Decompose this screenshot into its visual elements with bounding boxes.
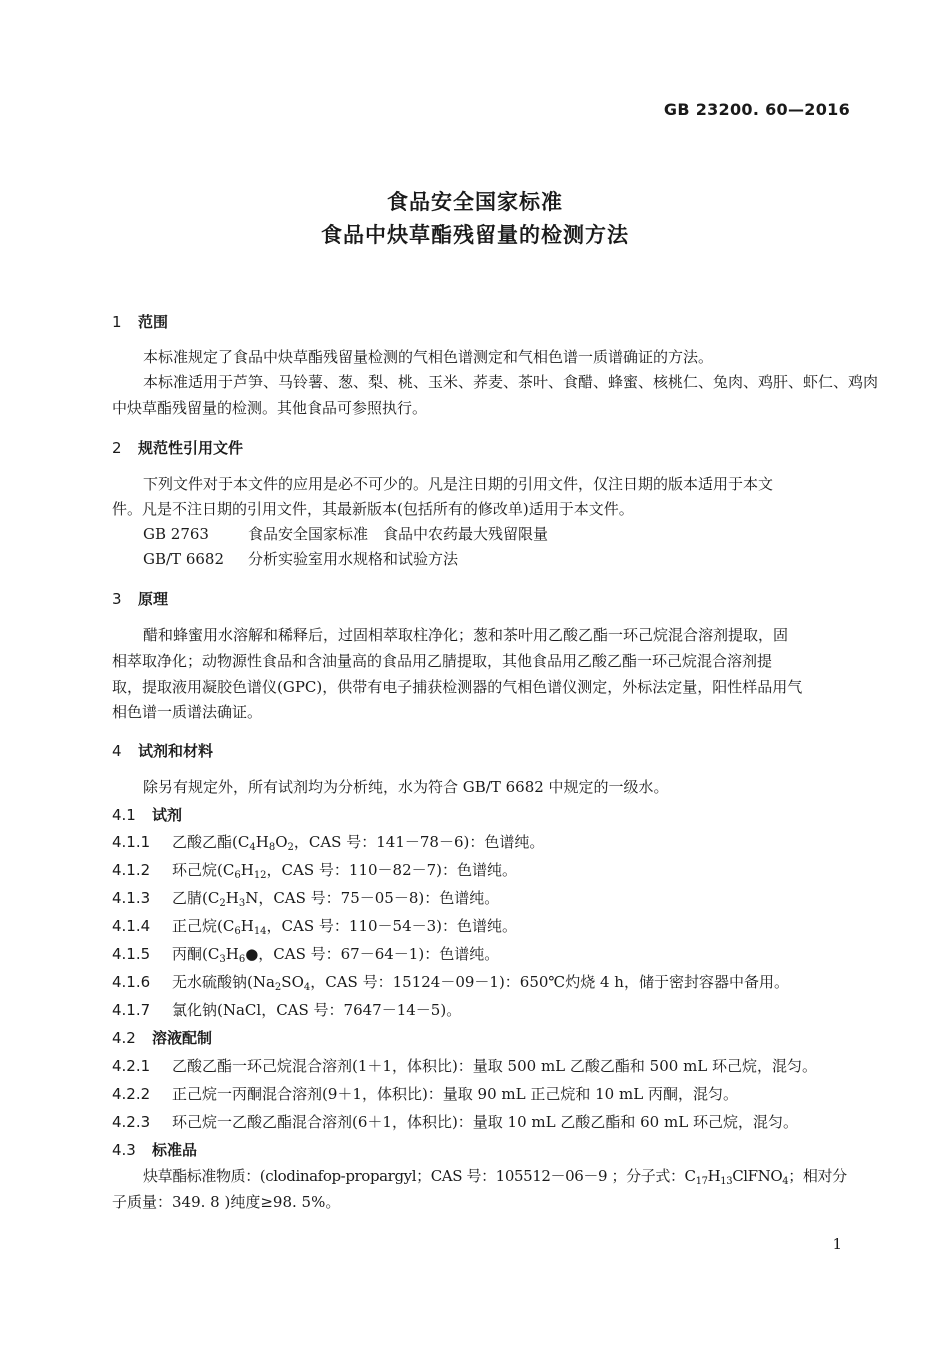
list-item: 4.1.4 正己烷($C_6H_{14}$，CAS 号：110－54－3)：色谱纯。 bbox=[112, 917, 518, 937]
list-item: 4.1.3 乙腈($C_2H_3N$，CAS 号：75－05－8)：色谱纯。 bbox=[112, 889, 500, 909]
paragraph: 炔草酯标准物质：(clodinafop-propargyl；CAS 号：105512－06－9 ；分子式：$C_{17}H_{13}ClFNO_4$；相对分 bbox=[143, 1167, 847, 1187]
page-number: 1 bbox=[832, 1235, 842, 1253]
paragraph: 相色谱一质谱法确证。 bbox=[112, 703, 263, 721]
list-item: 4.1.1 乙酸乙酯($C_4H_8O_2$，CAS 号：141－78－6)：色谱纯。 bbox=[112, 833, 545, 853]
section-heading-references: 2 规范性引用文件 bbox=[112, 439, 244, 457]
list-item: 4.1.5 丙酮($C_3H_6●$，CAS 号：67－64－1)：色谱纯。 bbox=[112, 945, 500, 965]
section-heading-reagents: 4 试剂和材料 bbox=[112, 742, 214, 760]
subsection-heading-solutions: 4.2 溶液配制 bbox=[112, 1029, 213, 1047]
list-item: 4.2.2 正己烷一丙酮混合溶剂(9＋1，体积比)：量取 90 mL 正己烷和 10 mL 丙酮，混匀。 bbox=[112, 1085, 738, 1103]
list-item: 4.1.2 环己烷($C_6H_{12}$，CAS 号：110－82－7)：色谱纯。 bbox=[112, 861, 518, 881]
document-code: GB 23200. 60—2016 bbox=[663, 100, 850, 119]
document-title: 食品安全国家标准 bbox=[387, 190, 563, 214]
reference-item: GB/T 6682 分析实验室用水规格和试验方法 bbox=[143, 550, 459, 568]
subsection-heading-standards: 4.3 标准品 bbox=[112, 1141, 198, 1159]
paragraph: 子质量：349. 8 )纯度≥98. 5%。 bbox=[112, 1193, 341, 1211]
list-item: 4.2.1 乙酸乙酯一环己烷混合溶剂(1＋1，体积比)：量取 500 mL 乙酸乙酯和 500 mL 环己烷，混匀。 bbox=[112, 1057, 818, 1075]
reference-item: GB 2763 食品安全国家标准 食品中农药最大残留限量 bbox=[143, 525, 549, 543]
section-heading-principle: 3 原理 bbox=[112, 590, 169, 608]
list-item: 4.1.6 无水硫酸钠($Na_2SO_4$，CAS 号：15124－09－1)：650℃灼烧 4 h，储于密封容器中备用。 bbox=[112, 973, 789, 993]
paragraph: 相萃取净化；动物源性食品和含油量高的食品用乙腈提取，其他食品用乙酸乙酯一环己烷混合溶剂提 bbox=[112, 652, 773, 670]
paragraph: 除另有规定外，所有试剂均为分析纯，水为符合 GB/T 6682 中规定的一级水。 bbox=[143, 778, 669, 796]
document-subtitle: 食品中炔草酯残留量的检测方法 bbox=[321, 223, 629, 247]
list-item: 4.1.7 氯化钠(NaCl，CAS 号：7647－14－5)。 bbox=[112, 1001, 462, 1019]
subsection-heading-reagents: 4.1 试剂 bbox=[112, 806, 183, 824]
paragraph: 下列文件对于本文件的应用是必不可少的。凡是注日期的引用文件，仅注日期的版本适用于本文 bbox=[143, 475, 774, 493]
paragraph: 本标准适用于芦笋、马铃薯、葱、梨、桃、玉米、荞麦、茶叶、食醋、蜂蜜、核桃仁、兔肉、鸡肝、虾仁、鸡肉 bbox=[143, 373, 879, 391]
paragraph: 中炔草酯残留量的检测。其他食品可参照执行。 bbox=[112, 399, 428, 417]
section-heading-scope: 1 范围 bbox=[112, 313, 169, 331]
paragraph: 取，提取液用凝胶色谱仪(GPC)，供带有电子捕获检测器的气相色谱仪测定，外标法定量，阳性样品用气 bbox=[112, 678, 803, 696]
paragraph: 本标准规定了食品中炔草酯残留量检测的气相色谱测定和气相色谱一质谱确证的方法。 bbox=[143, 348, 714, 366]
paragraph: 醋和蜂蜜用水溶解和稀释后，过固相萃取柱净化；葱和茶叶用乙酸乙酯一环己烷混合溶剂提取，固 bbox=[143, 626, 789, 644]
paragraph: 件。凡是不注日期的引用文件，其最新版本(包括所有的修改单)适用于本文件。 bbox=[112, 500, 634, 518]
list-item: 4.2.3 环己烷一乙酸乙酯混合溶剂(6＋1，体积比)：量取 10 mL 乙酸乙酯和 60 mL 环己烷，混匀。 bbox=[112, 1113, 798, 1131]
